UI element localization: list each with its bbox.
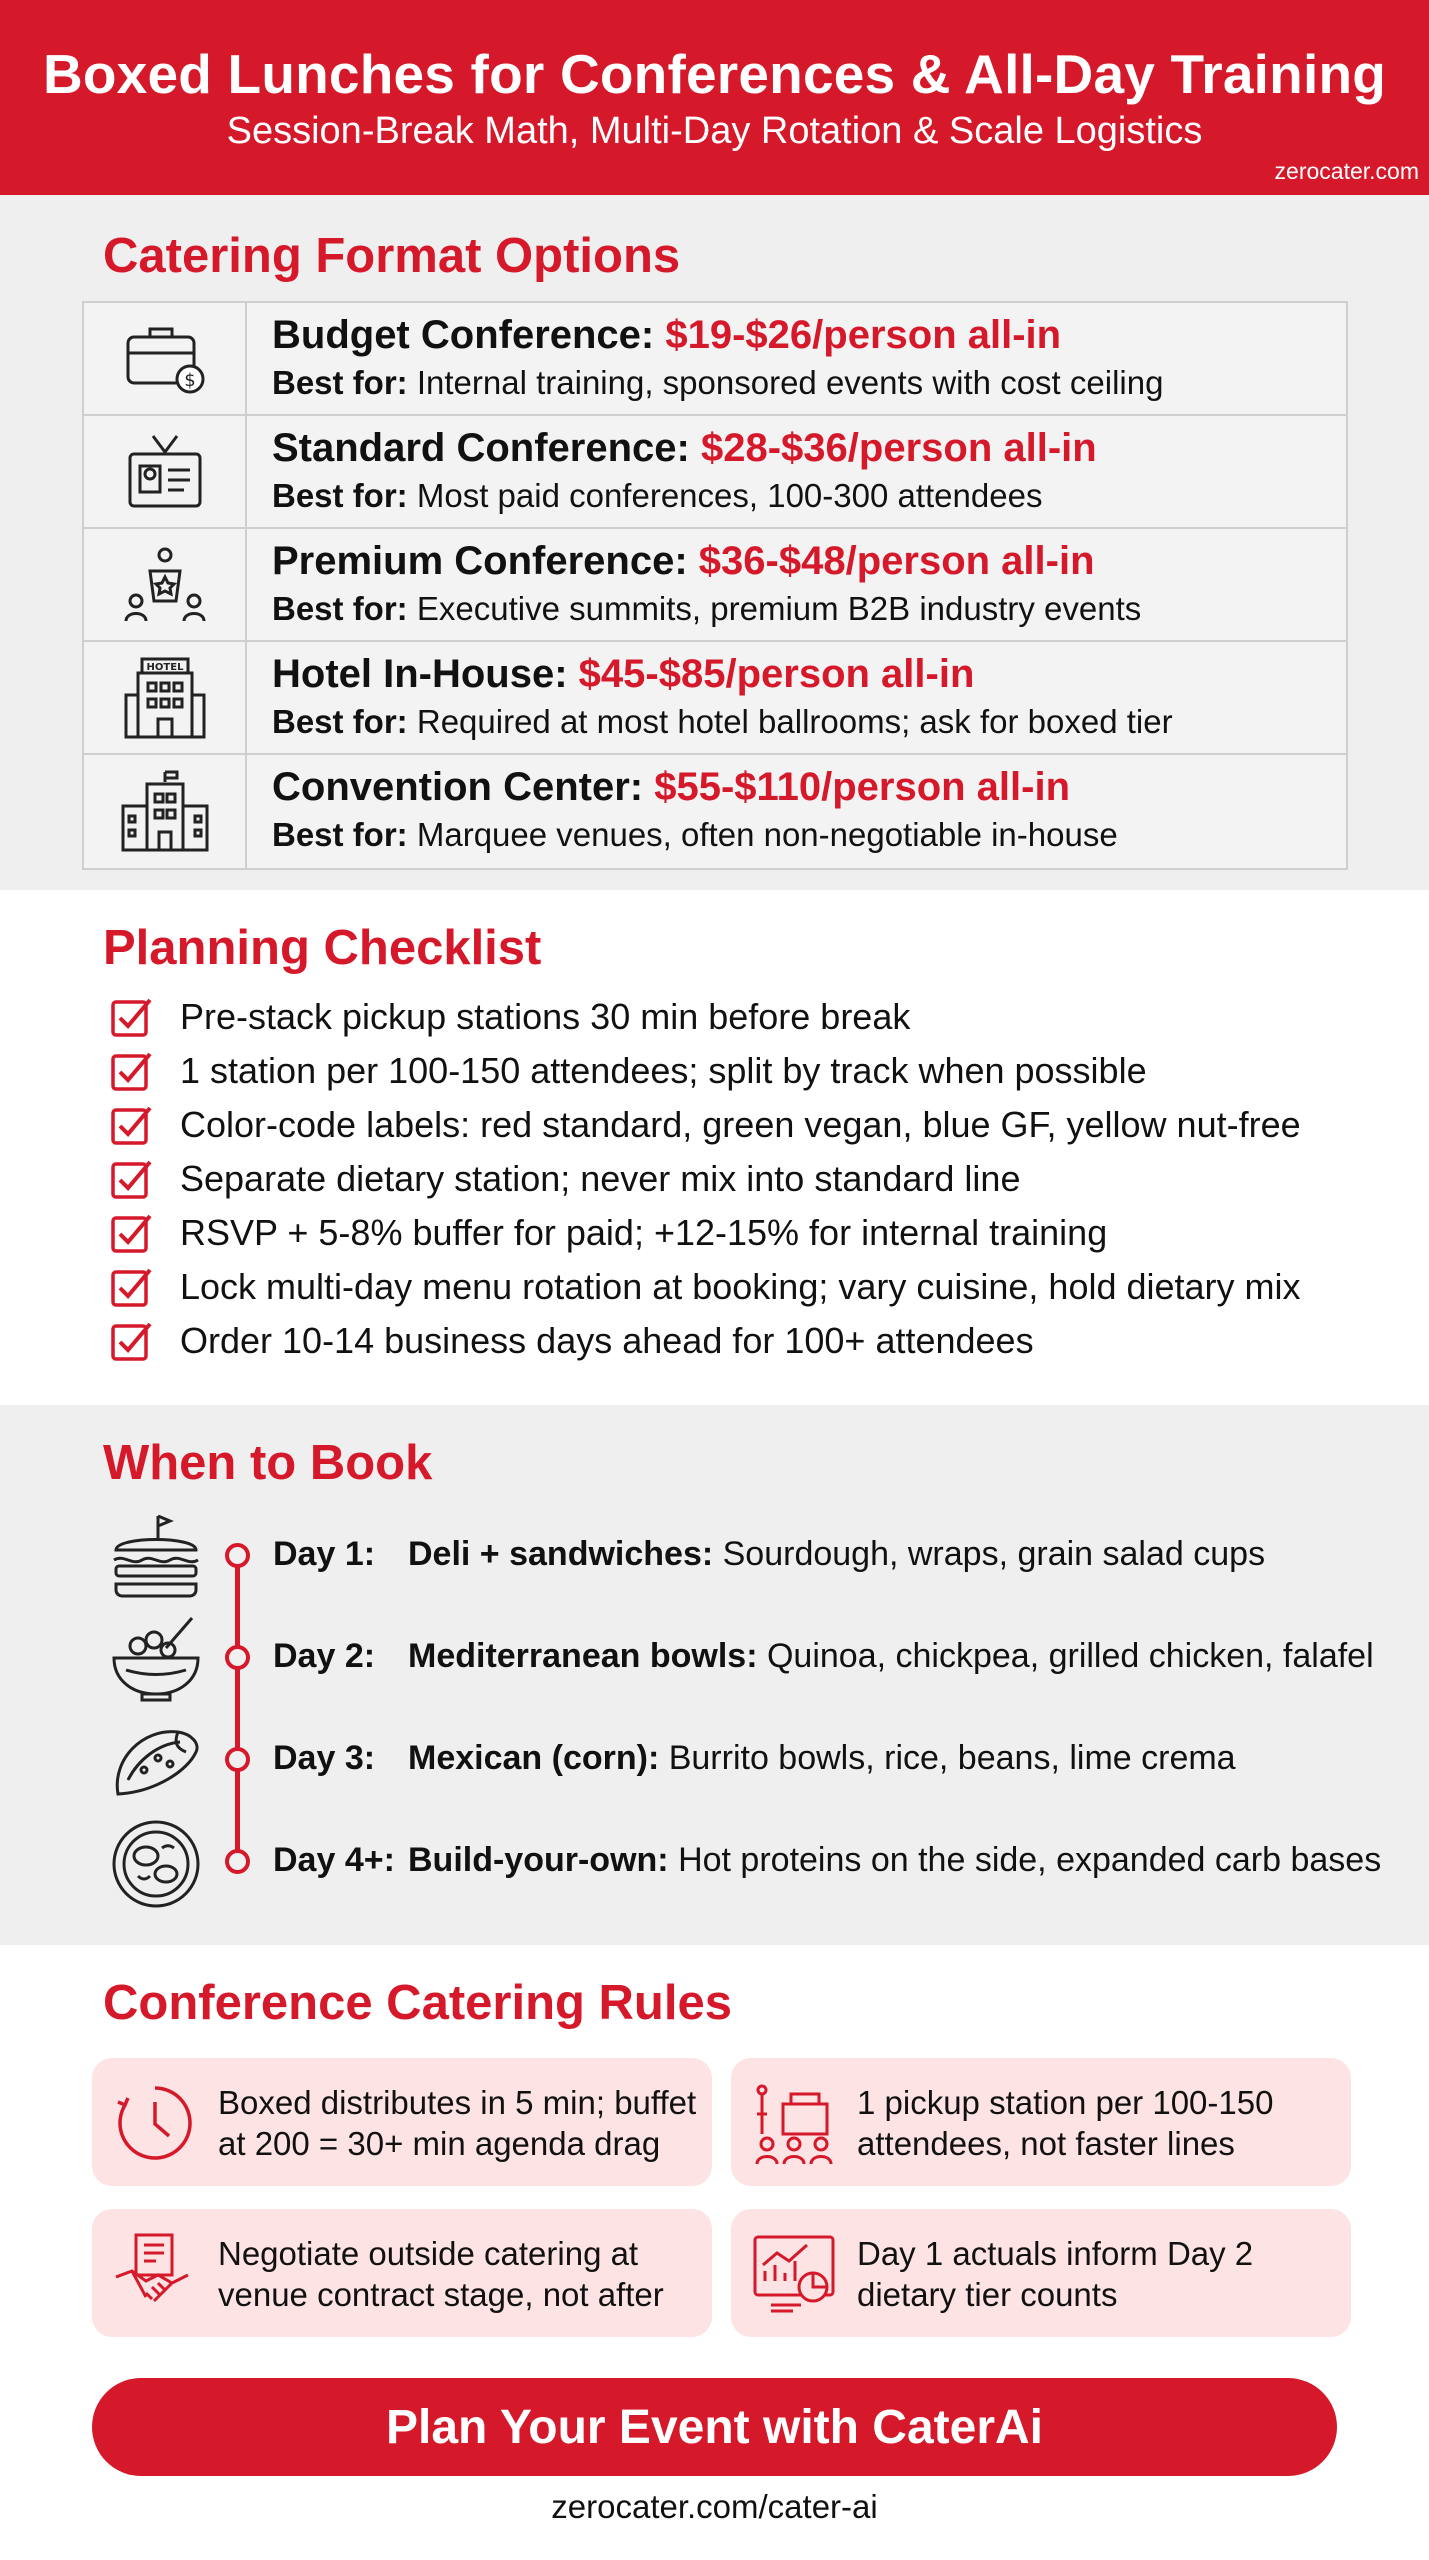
format-row bbox=[84, 642, 1346, 755]
checklist-title: Planning Checklist bbox=[103, 921, 542, 975]
rule-card bbox=[92, 2058, 712, 2186]
format-price: $45-$85/person all-in bbox=[578, 652, 975, 696]
day-menu: Mediterranean bowls: bbox=[408, 1637, 758, 1675]
format-best-for: Most paid conferences, 100-300 attendees bbox=[416, 477, 1043, 514]
pickup-station-icon bbox=[751, 2080, 837, 2166]
rule-text: Day 1 actuals inform Day 2 dietary tier counts bbox=[857, 2235, 1254, 2313]
checklist-item-text: Lock multi-day menu rotation at booking; vary cuisine, hold dietary mix bbox=[180, 1266, 1301, 1307]
rule-text: Boxed distributes in 5 min; buffet at 200 = 30+ min agenda drag bbox=[218, 2084, 697, 2162]
checklist-item-text: Pre-stack pickup stations 30 min before break bbox=[180, 996, 911, 1037]
best-for-label: Best for: bbox=[272, 703, 408, 740]
checklist-item-text: RSVP + 5-8% buffer for paid; +12-15% for internal training bbox=[180, 1212, 1108, 1253]
checkbox-checked-icon bbox=[110, 1320, 152, 1362]
format-best-for: Executive summits, premium B2B industry events bbox=[416, 590, 1142, 627]
checklist-item bbox=[110, 1314, 1034, 1368]
day-label: Day 4+: bbox=[273, 1841, 395, 1879]
checklist-item bbox=[110, 1098, 1301, 1152]
format-name: Budget Conference: bbox=[272, 313, 655, 357]
best-for-label: Best for: bbox=[272, 477, 408, 514]
format-row bbox=[84, 303, 1346, 416]
hotel-icon bbox=[84, 642, 247, 753]
rule-card bbox=[92, 2209, 712, 2337]
formats-table bbox=[82, 301, 1348, 870]
salad-bowl-icon bbox=[108, 1612, 204, 1708]
header-banner bbox=[0, 0, 1429, 195]
day-detail: Hot proteins on the side, expanded carb bases bbox=[678, 1841, 1382, 1879]
checkbox-checked-icon bbox=[110, 1212, 152, 1254]
format-name: Standard Conference: bbox=[272, 426, 690, 470]
format-price: $28-$36/person all-in bbox=[700, 426, 1097, 470]
convention-center-icon bbox=[84, 755, 247, 868]
format-price: $55-$110/person all-in bbox=[654, 765, 1071, 809]
day-menu: Build-your-own: bbox=[408, 1841, 669, 1879]
checklist-item bbox=[110, 1206, 1107, 1260]
day-label: Day 3: bbox=[273, 1739, 376, 1777]
format-row bbox=[84, 416, 1346, 529]
format-best-for: Internal training, sponsored events with cost ceiling bbox=[416, 364, 1164, 401]
briefcase-dollar-icon bbox=[84, 303, 247, 414]
taco-icon bbox=[108, 1714, 204, 1810]
timeline-line bbox=[235, 1552, 240, 1862]
timeline-dot bbox=[225, 1543, 250, 1568]
badge-icon bbox=[84, 416, 247, 527]
svg-text:$: $ bbox=[183, 369, 196, 391]
page-title: Boxed Lunches for Conferences & All-Day Training bbox=[42, 43, 1387, 105]
plate-icon bbox=[108, 1816, 204, 1912]
best-for-label: Best for: bbox=[272, 364, 408, 401]
clock-icon bbox=[112, 2080, 198, 2166]
best-for-label: Best for: bbox=[272, 590, 408, 627]
checklist-item bbox=[110, 1152, 1020, 1206]
sandwich-icon bbox=[108, 1510, 204, 1606]
timeline-dot bbox=[225, 1849, 250, 1874]
format-best-for: Marquee venues, often non-negotiable in-house bbox=[416, 816, 1118, 853]
analytics-chart-icon bbox=[751, 2231, 837, 2317]
checklist-item bbox=[110, 990, 910, 1044]
format-row bbox=[84, 529, 1346, 642]
hotel-icon-label: HOTEL bbox=[146, 661, 183, 673]
day-detail: Burrito bowls, rice, beans, lime crema bbox=[668, 1739, 1236, 1777]
handshake-contract-icon bbox=[112, 2231, 198, 2317]
checkbox-checked-icon bbox=[110, 1050, 152, 1092]
checkbox-checked-icon bbox=[110, 1158, 152, 1200]
checklist-item-text: Order 10-14 business days ahead for 100+ attendees bbox=[180, 1320, 1034, 1361]
footer-link[interactable]: zerocater.com/cater-ai bbox=[551, 2488, 878, 2525]
day-detail: Sourdough, wraps, grain salad cups bbox=[722, 1535, 1266, 1573]
format-name: Hotel In-House: bbox=[272, 652, 568, 696]
day-menu: Deli + sandwiches: bbox=[408, 1535, 714, 1573]
rule-text: Negotiate outside catering at venue contract stage, not after bbox=[218, 2235, 664, 2313]
page-subtitle: Session-Break Math, Multi-Day Rotation & Scale Logistics bbox=[226, 110, 1203, 152]
format-name: Convention Center: bbox=[272, 765, 644, 809]
rules-title: Conference Catering Rules bbox=[103, 1976, 732, 2030]
day-menu: Mexican (corn): bbox=[408, 1739, 660, 1777]
timeline-dot bbox=[225, 1645, 250, 1670]
checklist-item bbox=[110, 1260, 1301, 1314]
checklist-item bbox=[110, 1044, 1147, 1098]
timeline-dot bbox=[225, 1747, 250, 1772]
checklist-item-text: Color-code labels: red standard, green vegan, blue GF, yellow nut-free bbox=[180, 1104, 1301, 1145]
rule-text: 1 pickup station per 100-150 attendees, not faster lines bbox=[857, 2084, 1274, 2162]
day-label: Day 1: bbox=[273, 1535, 376, 1573]
rule-card bbox=[731, 2058, 1351, 2186]
day-detail: Quinoa, chickpea, grilled chicken, falafel bbox=[766, 1637, 1374, 1675]
format-price: $36-$48/person all-in bbox=[698, 539, 1095, 583]
day-label: Day 2: bbox=[273, 1637, 376, 1675]
plan-event-button[interactable]: Plan Your Event with CaterAi bbox=[92, 2378, 1337, 2476]
site-link[interactable]: zerocater.com bbox=[1274, 158, 1419, 184]
format-row bbox=[84, 755, 1346, 868]
checkbox-checked-icon bbox=[110, 996, 152, 1038]
best-for-label: Best for: bbox=[272, 816, 408, 853]
format-best-for: Required at most hotel ballrooms; ask for boxed tier bbox=[416, 703, 1173, 740]
checklist-item-text: 1 station per 100-150 attendees; split by track when possible bbox=[180, 1050, 1147, 1091]
rule-card bbox=[731, 2209, 1351, 2337]
format-name: Premium Conference: bbox=[272, 539, 688, 583]
checkbox-checked-icon bbox=[110, 1266, 152, 1308]
podium-icon bbox=[84, 529, 247, 640]
checkbox-checked-icon bbox=[110, 1104, 152, 1146]
checklist-item-text: Separate dietary station; never mix into standard line bbox=[180, 1158, 1021, 1199]
booking-title: When to Book bbox=[103, 1436, 433, 1490]
formats-title: Catering Format Options bbox=[103, 229, 681, 283]
format-price: $19-$26/person all-in bbox=[665, 313, 1062, 357]
